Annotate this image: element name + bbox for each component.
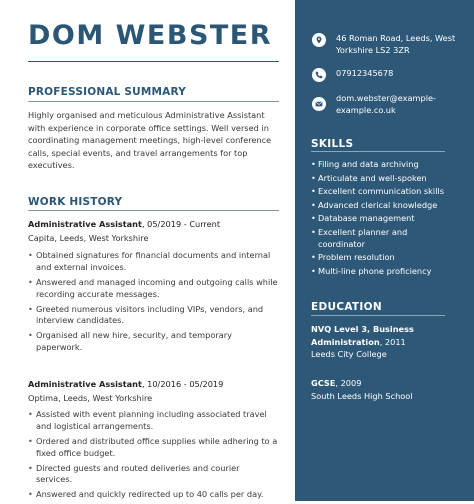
job-duty: • Greeted numerous visitors including VIPs, vendors, and interview candidates. — [28, 304, 278, 328]
work-history-divider — [28, 210, 279, 211]
skills-heading: SKILLS — [311, 138, 354, 150]
skill-item: • Articulate and well-spoken — [311, 172, 461, 184]
job-title-line — [28, 379, 223, 389]
summary-divider — [28, 101, 279, 102]
job-duty: • Answered and quickly redirected up to 40 calls per day. — [28, 489, 278, 501]
summary-heading: PROFESSIONAL SUMMARY — [28, 86, 187, 98]
education-year: , 2009 — [335, 378, 362, 388]
job-dates: , 05/2019 - Current — [141, 219, 221, 229]
job-title: Administrative Assistant — [28, 379, 142, 389]
job-duty: • Ordered and distributed office supplies while adhering to a fixed office budget. — [28, 436, 278, 460]
email-text[interactable]: dom.webster@example-example.co.uk — [336, 93, 436, 115]
job-duty: • Directed guests and routed deliveries and courier services. — [28, 463, 278, 487]
contact-email — [312, 92, 451, 116]
skill-item: • Filing and data archiving — [311, 158, 461, 170]
education-heading: EDUCATION — [311, 301, 382, 313]
education-school: South Leeds High School — [311, 390, 413, 401]
phone-text[interactable]: 07912345678 — [336, 68, 394, 78]
job-duty: • Assisted with event planning including associated travel and logistical arrangements. — [28, 409, 278, 433]
education-year: , 2011 — [379, 336, 406, 347]
job-location: Capita, Leeds, West Yorkshire — [28, 233, 149, 243]
job-duties-list — [28, 250, 278, 357]
skill-item: • Advanced clerical knowledge — [311, 199, 461, 211]
education-school: Leeds City College — [311, 349, 387, 360]
phone-icon — [312, 68, 326, 82]
education-entry — [311, 377, 451, 402]
skill-item: • Excellent planner and coordinator — [311, 226, 418, 250]
candidate-name: DOM WEBSTER — [28, 20, 273, 51]
job-duty: • Answered and managed incoming and outgoing calls while recording accurate messages. — [28, 277, 278, 301]
contact-phone — [312, 67, 466, 82]
skills-list — [311, 158, 461, 278]
skill-item: • Multi-line phone proficiency — [311, 265, 461, 277]
education-divider — [311, 315, 445, 316]
job-dates: , 10/2016 - 05/2019 — [141, 379, 224, 389]
contact-address — [312, 32, 466, 56]
education-qualification-line — [311, 377, 451, 390]
job-duties-list — [28, 409, 278, 504]
name-divider — [28, 61, 279, 62]
job-duty: • Obtained signatures for financial documents and internal and external invoices. — [28, 250, 278, 274]
education-qualification: GCSE — [311, 378, 336, 388]
job-location: Optima, Leeds, West Yorkshire — [28, 393, 153, 403]
education-qualification-line — [311, 323, 451, 348]
work-history-heading: WORK HISTORY — [28, 196, 123, 208]
address-text: 46 Roman Road, Leeds, West Yorkshire LS2 3ZR — [336, 33, 456, 55]
summary-text: Highly organised and meticulous Administrative Assistant with experience in corporate office settings. Well versed in coordinating management meetings, high-level conference calls, special events, and travel arrangements for top executives. — [28, 110, 272, 171]
location-pin-icon — [312, 33, 326, 47]
job-title-line — [28, 219, 220, 229]
job-title: Administrative Assistant — [28, 219, 142, 229]
job-duty: • Organised all new hire, security, and temporary paperwork. — [28, 330, 278, 354]
skill-item: • Excellent communication skills — [311, 185, 461, 197]
skill-item: • Database management — [311, 212, 461, 224]
education-qualification: NVQ Level 3, Business Administration — [311, 324, 414, 347]
skill-item: • Problem resolution — [311, 251, 461, 263]
skills-divider — [311, 151, 445, 152]
envelope-icon — [312, 97, 326, 111]
education-entry — [311, 323, 451, 361]
